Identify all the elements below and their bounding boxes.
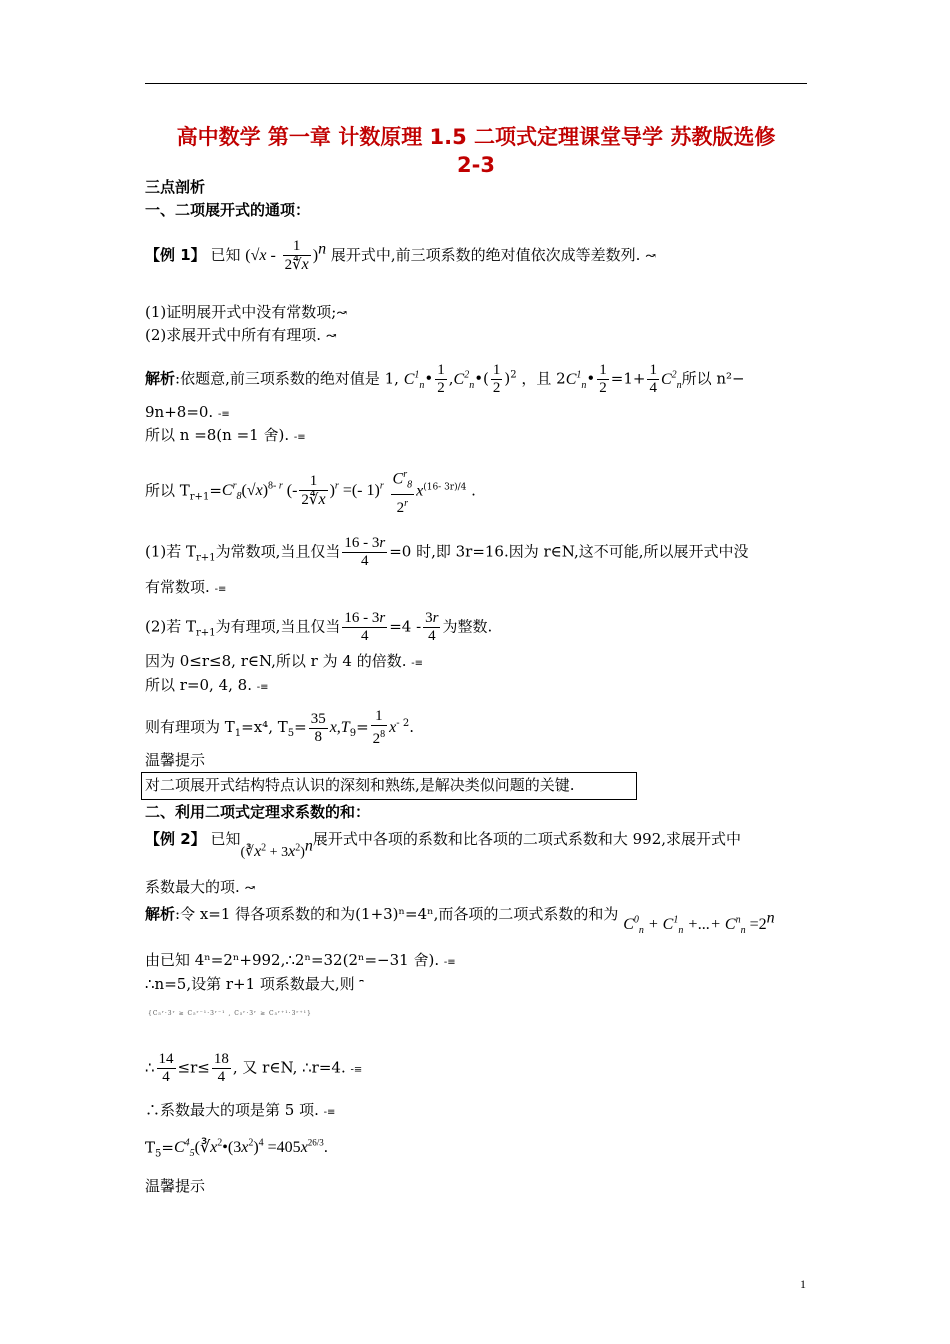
solution-label: 解析 [145, 369, 176, 388]
document-title: 高中数学 第一章 计数原理 1.5 二项式定理课堂导学 苏教版选修 [176, 125, 776, 149]
example-text-pre: 已知 [210, 246, 241, 264]
example2-line-4: ∴n=5,设第 r+1 项系数最大,则 ⎴ [145, 975, 364, 993]
header-rule [145, 83, 807, 84]
example-text-pre: 已知 [210, 830, 241, 848]
example2-solution-line: 解析:令 x=1 得各项系数的和为(1+3)ⁿ=4ⁿ,而各项的二项式系数的和为 $C^0_n + C^1_n$ +...+ $C^n_n =2^n$ [145, 905, 775, 937]
page-number: 1 [800, 1277, 806, 1291]
rational-text: =x⁴, T [241, 718, 288, 736]
solution-line-1: 解析:依题意,前三项系数的绝对值是 1, $C^1_n•$ $\frac{1}{2}$ $,C^2_n•$( $\frac{1}{2}$ )$^2$ ，且 $2C^1_n•$ $\frac{1}{2}$ =1+ $\frac{1}{4}$ $C^2_n$所以 n²− [145, 362, 745, 396]
case-1-line-2: 有常数项. -≡ [145, 578, 227, 596]
equation-text: 由已知 4ⁿ=2ⁿ+992,∴2ⁿ=32(2ⁿ=−31 舍). [145, 951, 440, 969]
equation-text: ∴ [145, 1058, 155, 1077]
example-text-post: 展开式中,前三项系数的绝对值依次成等差数列. [330, 246, 641, 264]
section-heading-2: 二、利用二项式定理求系数的和： [145, 803, 371, 821]
case-text: =4 - [389, 617, 422, 636]
case-text: 因为 0≤r≤8, r∈N,所以 r 为 4 的倍数. [145, 652, 407, 670]
solution-line-2: 9n+8=0. -≡ [145, 403, 230, 421]
case-1-line: (1)若 $T_{r+1}$为常数项,当且仅当 $\frac{16 - 3r}{4}$ =0 时,即 3r=16.因为 r∈N,这不可能,所以展开式中没 [145, 535, 749, 569]
tip-label-2: 温馨提示 [145, 1177, 206, 1195]
inequality-system: {C₅ʳ·3ʳ ≥ C₅ʳ⁻¹·3ʳ⁻¹ , C₅ʳ·3ʳ ≥ C₅ʳ⁺¹·3ʳ⁺¹} [148, 1010, 312, 1017]
case-text: (2)若 T [145, 617, 197, 636]
general-term-line: 所以 $T_{r+1}=C^r_8(√x)^{8- r}$ (- $\frac{1}{2∜x}$ )$^r$ =(- 1)$^r$ $\frac{C^r_8}{2^r}$ $x^{(16- 3r)/4}$ . [145, 466, 476, 517]
question-2-text: (2)求展开式中所有有理项. [145, 326, 322, 344]
case-text: =0 时,即 3r=16.因为 r∈N,这不可能,所以展开式中没 [389, 542, 749, 561]
equation-text: T [145, 1138, 156, 1157]
solution-text: :令 x=1 得各项系数的和为(1+3)ⁿ=4ⁿ,而各项的二项式系数的和为 [175, 905, 619, 923]
case-text: (1)若 T [145, 542, 197, 561]
case-text: 为整数. [442, 617, 493, 636]
mark-icon: ↝ [336, 306, 348, 321]
solution-line-3: 所以 n =8(n =1 舍). -≡ [145, 426, 306, 444]
equation-text: 所以 n =8(n =1 舍). [145, 426, 290, 444]
example1-statement: 【例 1】 已知 (√x - $\frac{1}{2∜x}$ )$^n$ 展开式中,前三项系数的绝对值依次成等差数列. ↝ [145, 238, 657, 273]
tip-text: 对二项展开式结构特点认识的深刻和熟练,是解决类似问题的关键. [145, 776, 575, 794]
solution-text: ，且 2 [521, 369, 566, 388]
example2-line-6: ∴系数最大的项是第 5 项. -≡ [145, 1101, 336, 1119]
question-2 [145, 324, 337, 348]
example2-line-2 [145, 876, 255, 900]
equation-text: ≤r≤ [177, 1058, 210, 1077]
rational-text: 则有理项为 T [145, 718, 235, 736]
rational-terms-line: 则有理项为 $T_1=x^4$, $T_5=$ $\frac{35}{8}$ $x,T_9=$ $\frac{1}{2^8}$ $x^{- 2}$. [145, 708, 414, 747]
equation-text: 9n+8=0. [145, 403, 214, 421]
solution-text: =1+ [610, 369, 646, 388]
equation-text: , 又 r∈N, ∴r=4. [232, 1058, 346, 1077]
section-heading-1: 一、二项展开式的通项： [145, 201, 311, 219]
example-text: 系数最大的项. [145, 878, 240, 896]
solution-label: 解析 [145, 905, 176, 923]
solution-text: 所以 n²− [681, 369, 745, 388]
case-text: 所以 r=0, 4, 8. [145, 676, 252, 694]
case-text: 有常数项. [145, 578, 210, 596]
mark-icon: ↝ [244, 881, 256, 896]
solution-text: :依题意,前三项系数的绝对值是 1, [175, 369, 399, 388]
case-text: 为常数项,当且仅当 [215, 542, 341, 561]
formula-fraction: $\frac{1}{2∜x}$ [284, 238, 309, 273]
equation-text: ∴n=5,设第 r+1 项系数最大,则 [145, 975, 355, 993]
example2-line-5: ∴ $\frac{14}{4}$ ≤r≤ $\frac{18}{4}$ , 又 r∈N, ∴r=4. -≡ [145, 1051, 363, 1085]
equation-text: ∴系数最大的项是第 5 项. [145, 1101, 319, 1119]
general-term-text: 所以 T [145, 481, 190, 500]
question-1 [145, 301, 347, 325]
tip-label-1: 温馨提示 [145, 751, 206, 769]
example-text-post: 展开式中各项的系数和比各项的二项式系数和大 992,求展开式中 [312, 830, 742, 848]
example2-statement: 【例 2】 已知$(∛x^2 + 3x^2)^n$展开式中各项的系数和比各项的二项式系数和大 992,求展开式中 [145, 830, 742, 860]
example-label: 【例 2】 [145, 830, 206, 848]
case-2-line: (2)若 $T_{r+1}$为有理项,当且仅当 $\frac{16 - 3r}{4}$ =4 - $\frac{3r}{4}$ 为整数. [145, 610, 493, 644]
question-1-text: (1)证明展开式中没有常数项; [145, 303, 337, 321]
document-title-line2: 2-3 [457, 153, 495, 177]
case-3-line: 因为 0≤r≤8, r∈N,所以 r 为 4 的倍数. -≡ [145, 652, 424, 670]
example2-t5-line: $T_5=C^4_5(∛x^2•(3x^2)^4 =405x^{26/3}$. [145, 1138, 328, 1160]
section-intro: 三点剖析 [145, 178, 206, 196]
mark-icon: ↝ [325, 329, 337, 344]
case-text: 为有理项,当且仅当 [215, 617, 341, 636]
example2-line-3: 由已知 4ⁿ=2ⁿ+992,∴2ⁿ=32(2ⁿ=−31 舍). -≡ [145, 951, 456, 969]
example-label: 【例 1】 [145, 246, 206, 264]
case-4-line: 所以 r=0, 4, 8. -≡ [145, 676, 269, 694]
mark-icon: ↝ [645, 249, 657, 264]
